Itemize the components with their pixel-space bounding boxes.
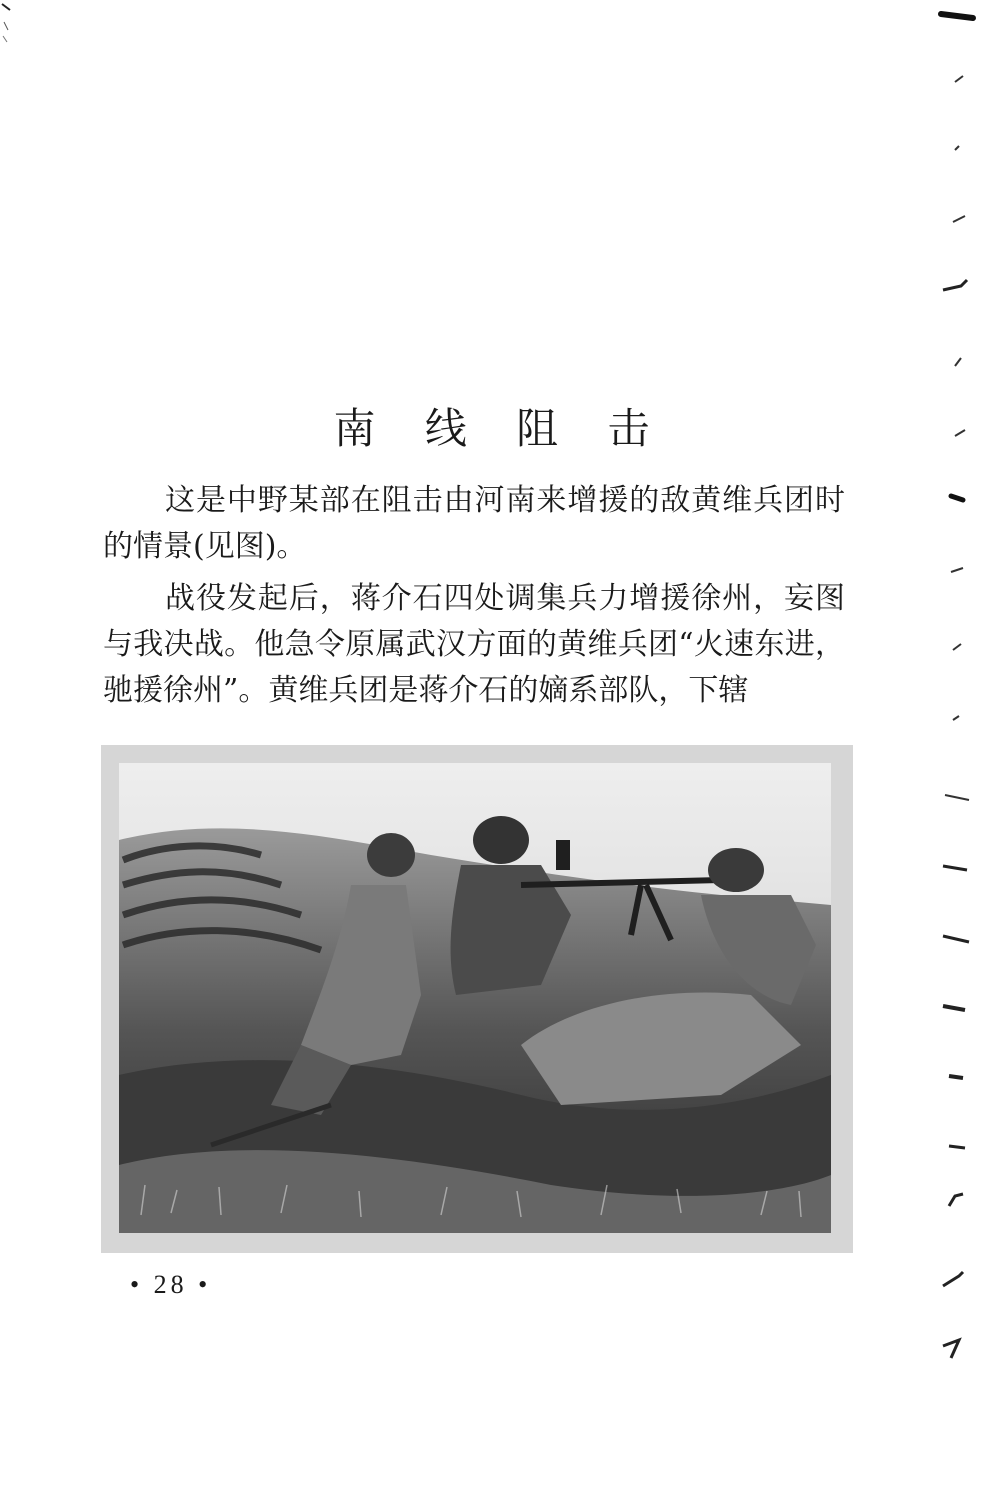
scan-artifact-icon: [0, 0, 20, 60]
photograph-soldiers-in-trench-icon: [101, 745, 853, 1253]
page-title: 南 线 阻 击: [333, 404, 668, 454]
photograph: [101, 745, 853, 1253]
paragraph-intro: 这是中野某部在阻击由河南来增援的敌黄维兵团时的情景(见图)。: [103, 483, 845, 564]
scan-artifact-icon: [913, 0, 983, 1495]
paragraph-body: 战役发起后，蒋介石四处调集兵力增援徐州，妄图与我决战。他急令原属武汉方面的黄维兵团“火速东进，驰援徐州”。黄维兵团是蒋介石的嫡系部队，下辖: [103, 581, 845, 708]
corner-scan-marks: [0, 0, 20, 60]
binding-edge-marks: [913, 0, 983, 1495]
page-number: • 28 •: [130, 1270, 212, 1299]
